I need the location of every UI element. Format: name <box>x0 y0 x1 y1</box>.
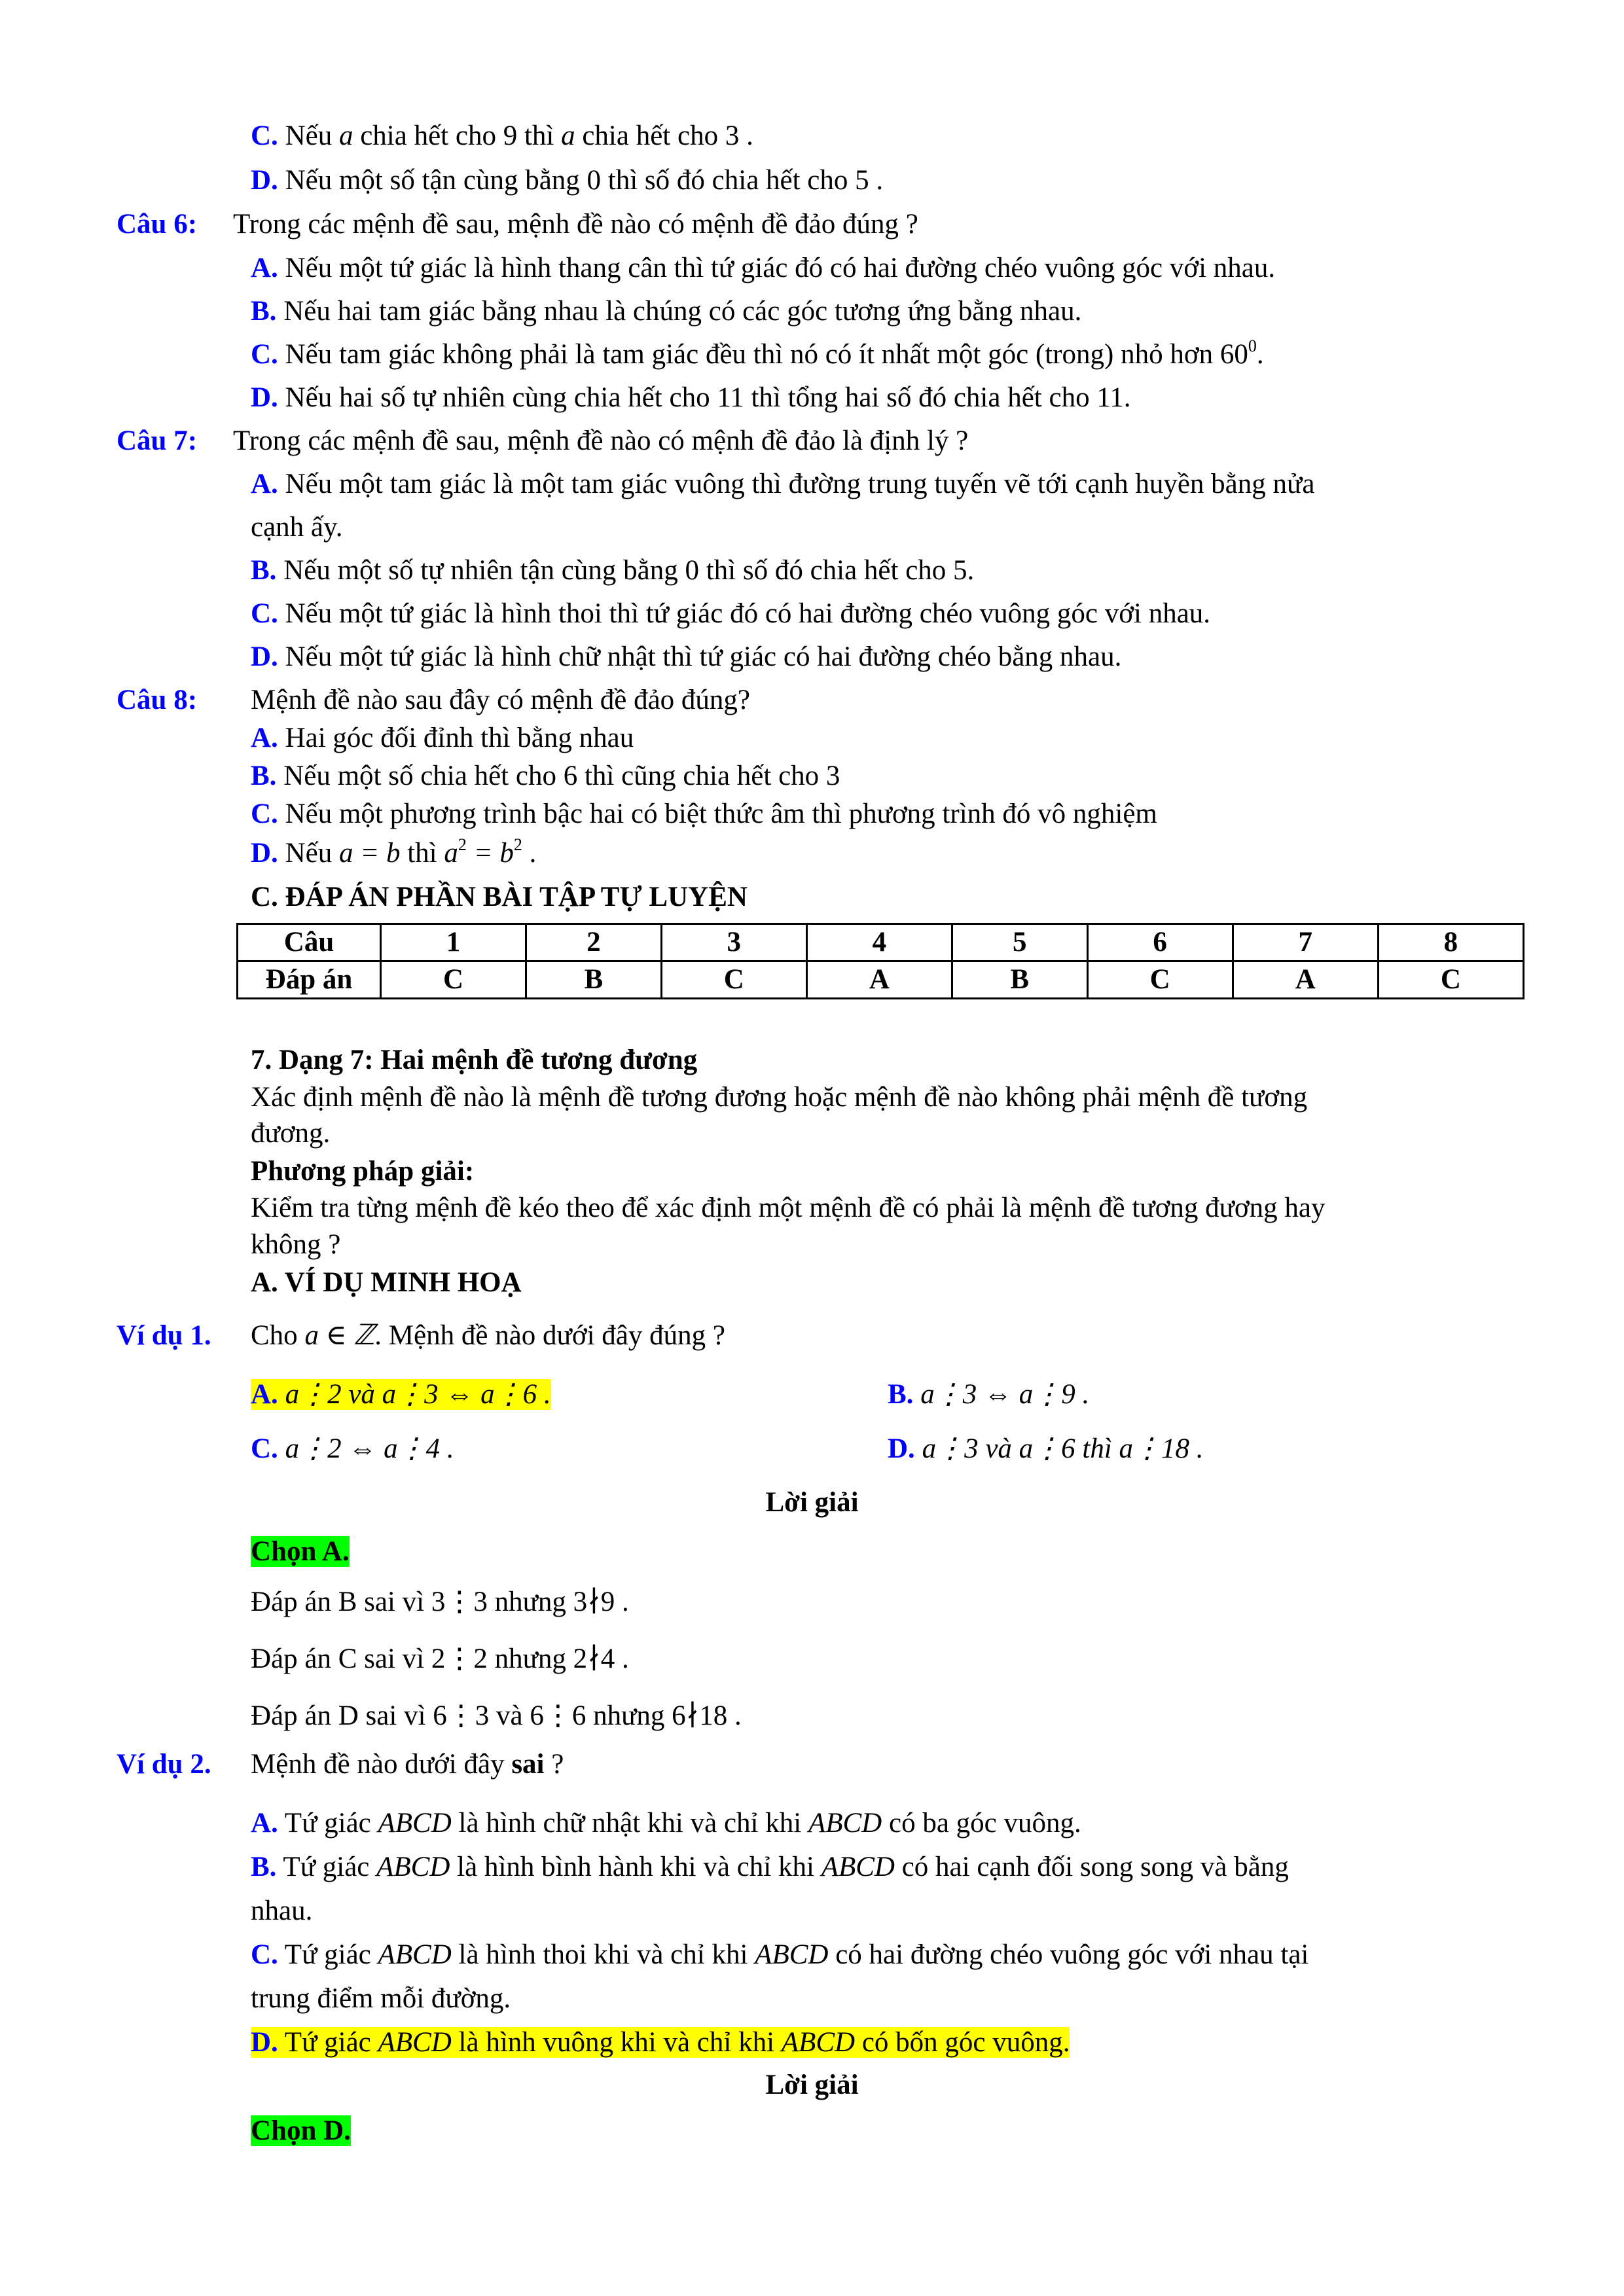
solution-title: Lời giải <box>765 2070 859 2100</box>
table-cell: 2 <box>526 924 662 961</box>
option-d: D. Nếu một tứ giác là hình chữ nhật thì tứ giác có hai đường chéo bằng nhau. <box>251 641 1122 672</box>
table-cell: B <box>952 961 1087 999</box>
table-header-cell: Đáp án <box>238 961 381 999</box>
table-cell: C <box>1378 961 1523 999</box>
section-desc: Xác định mệnh đề nào là mệnh đề tương đương hoặc mệnh đề nào không phải mệnh đề tương <box>251 1082 1308 1113</box>
question-8: Câu 8: Mệnh đề nào sau đây có mệnh đề đảo đúng? <box>117 685 751 715</box>
solution-line: Đáp án B sai vì 3⋮3 nhưng 3∤9 . <box>251 1587 629 1617</box>
option-d: D. Nếu a = b thì $a^2 = b^2$ . <box>251 835 537 869</box>
option-a: A. a⋮2 và a⋮3 ⇔ a⋮6 . <box>251 1379 551 1410</box>
option-a: A. Nếu một tứ giác là hình thang cân thì tứ giác đó có hai đường chéo vuông góc với nhau. <box>251 253 1276 283</box>
table-cell: B <box>526 961 662 999</box>
solution-line: Đáp án C sai vì 2⋮2 nhưng 2∤4 . <box>251 1643 629 1674</box>
option-d: D. a⋮3 và a⋮6 thì a⋮18 . <box>888 1433 1204 1464</box>
question-label: Câu 6: <box>117 209 198 240</box>
question-7: Câu 7: Trong các mệnh đề sau, mệnh đề nào có mệnh đề đảo là định lý ? <box>117 425 969 456</box>
table-row <box>238 924 1524 961</box>
example-2: Ví dụ 2. Mệnh đề nào dưới đây sai ? <box>117 1749 564 1780</box>
table-cell: A <box>806 961 952 999</box>
table-cell: 6 <box>1087 924 1233 961</box>
option-c: C. a⋮2 ⇔ a⋮4 . <box>251 1433 454 1464</box>
table-cell: 4 <box>806 924 952 961</box>
table-cell: 1 <box>381 924 526 961</box>
answers-heading: C. ĐÁP ÁN PHẦN BÀI TẬP TỰ LUYỆN <box>251 882 748 912</box>
table-cell: C <box>381 961 526 999</box>
option-c: C. Nếu tam giác không phải là tam giác đều thì nó có ít nhất một góc (trong) nhỏ hơn $60^0$. <box>251 336 1264 370</box>
option-a: A. Nếu một tam giác là một tam giác vuông thì đường trung tuyến vẽ tới cạnh huyền bằng nửa <box>251 469 1315 499</box>
table-cell: C <box>1087 961 1233 999</box>
table-cell: 5 <box>952 924 1087 961</box>
method-text-cont: không ? <box>251 1229 341 1260</box>
table-cell: C <box>661 961 806 999</box>
solution-title: Lời giải <box>765 1487 859 1518</box>
option-a: A. Tứ giác ABCD là hình chữ nhật khi và chỉ khi ABCD có ba góc vuông. <box>251 1808 1081 1839</box>
option-c-cont: trung điểm mỗi đường. <box>251 1983 511 2014</box>
option-d: D. Nếu một số tận cùng bằng 0 thì số đó chia hết cho 5 . <box>251 165 884 196</box>
option-b: B. a⋮3 ⇔ a⋮9 . <box>888 1379 1090 1410</box>
question-text: Trong các mệnh đề sau, mệnh đề nào có mệnh đề đảo đúng ? <box>233 209 918 240</box>
table-row <box>238 961 1524 999</box>
table-cell: 8 <box>1378 924 1523 961</box>
option-b: B. Nếu hai tam giác bằng nhau là chúng có các góc tương ứng bằng nhau. <box>251 296 1082 327</box>
method-title: Phương pháp giải: <box>251 1156 475 1187</box>
example-1: Ví dụ 1. Cho a ∈ ℤ. Mệnh đề nào dưới đây đúng ? <box>117 1320 725 1351</box>
solution-line: Đáp án D sai vì 6⋮3 và 6⋮6 nhưng 6∤18 . <box>251 1700 742 1731</box>
choose-answer: Chọn A. <box>251 1536 350 1567</box>
option-b: B. Nếu một số chia hết cho 6 thì cũng chia hết cho 3 <box>251 761 840 791</box>
option-d: D. Nếu hai số tự nhiên cùng chia hết cho 11 thì tổng hai số đó chia hết cho 11. <box>251 382 1131 413</box>
option-c: C. Nếu a chia hết cho 9 thì a chia hết cho 3 . <box>251 120 753 151</box>
option-letter: C. <box>251 120 278 151</box>
option-c: C. Tứ giác ABCD là hình thoi khi và chỉ khi ABCD có hai đường chéo vuông góc với nhau tại <box>251 1939 1309 1970</box>
question-6 <box>117 207 918 242</box>
option-b: B. Nếu một số tự nhiên tận cùng bằng 0 thì số đó chia hết cho 5. <box>251 555 975 586</box>
option-c: C. Nếu một phương trình bậc hai có biệt thức âm thì phương trình đó vô nghiệm <box>251 798 1157 829</box>
examples-title: A. VÍ DỤ MINH HOẠ <box>251 1267 522 1298</box>
option-a: A. Hai góc đối đỉnh thì bằng nhau <box>251 723 634 753</box>
option-a-cont: cạnh ấy. <box>251 512 343 543</box>
table-header-cell: Câu <box>238 924 381 961</box>
table-cell: A <box>1233 961 1378 999</box>
section-title: 7. Dạng 7: Hai mệnh đề tương đương <box>251 1045 698 1075</box>
method-text: Kiểm tra từng mệnh đề kéo theo để xác định một mệnh đề có phải là mệnh đề tương đương hay <box>251 1193 1326 1223</box>
table-cell: 3 <box>661 924 806 961</box>
answer-table <box>236 923 1525 999</box>
table-cell: 7 <box>1233 924 1378 961</box>
option-b: B. Tứ giác ABCD là hình bình hành khi và chỉ khi ABCD có hai cạnh đối song song và bằng <box>251 1852 1289 1882</box>
option-d: D. Tứ giác ABCD là hình vuông khi và chỉ khi ABCD có bốn góc vuông. <box>251 2027 1070 2058</box>
section-desc-cont: đương. <box>251 1118 331 1149</box>
option-c: C. Nếu một tứ giác là hình thoi thì tứ giác đó có hai đường chéo vuông góc với nhau. <box>251 598 1211 629</box>
choose-answer: Chọn D. <box>251 2115 351 2146</box>
option-b-cont: nhau. <box>251 1895 313 1926</box>
